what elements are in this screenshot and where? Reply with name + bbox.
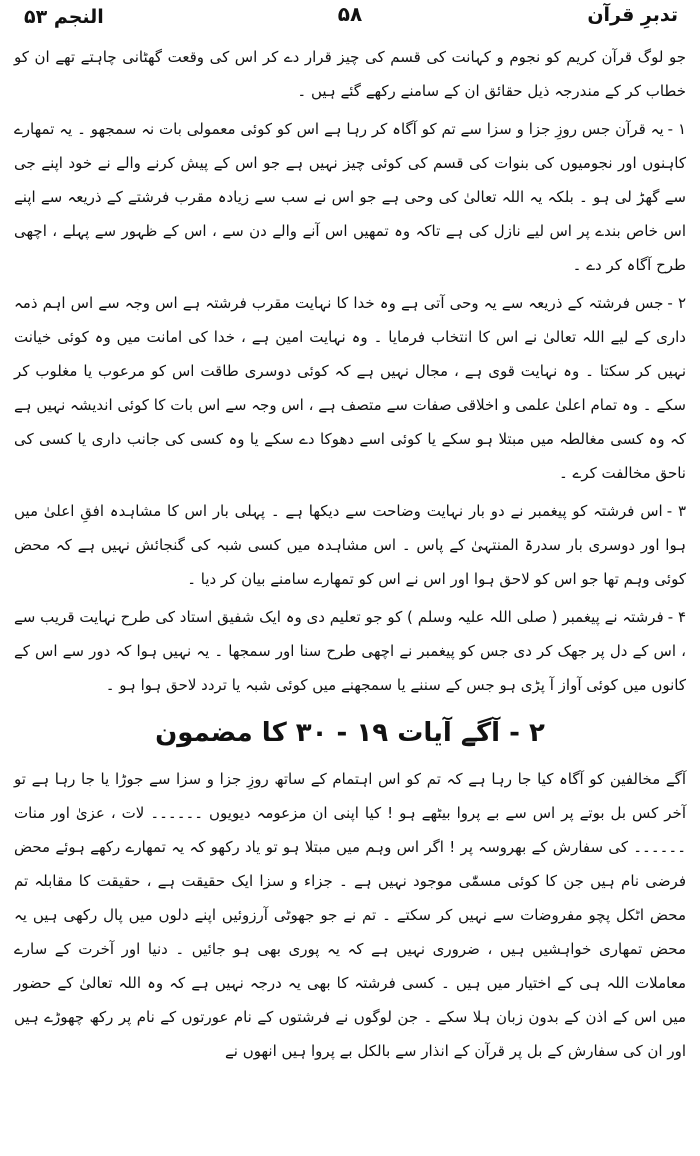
paragraph-text: فرشتہ نے پیغمبر ( صلی اللہ علیہ وسلم ) کو جو تعلیم دی وہ ایک شفیق استاد کی طرح نہایت قریب سے ، اس کے دل پر جھک کر دی جس کو پیغمبر نے اچھی طرح سنا اور سمجھا ۔ یہ نہیں ہوا کہ دور سے اس کے کانوں میں کوئی آواز آ پڑی ہو جس کے سننے یا سمجھنے میں کوئی شبہ یا تردد لاحق ہوا ہو ۔ — [14, 608, 686, 694]
paragraph — [14, 762, 686, 1068]
paragraph-number: ۱ - — [667, 120, 687, 138]
paragraph — [14, 40, 686, 108]
paragraph-number: ۴ - — [667, 608, 686, 626]
surah-label: النجم ۵۳ — [24, 6, 104, 28]
paragraph-text: اس فرشتہ کو پیغمبر نے دو بار نہایت وضاحت سے دیکھا ہے ۔ پہلی بار اس کا مشاہدہ افقِ اعلیٰ میں ہوا اور دوسری بار سدرۃ المنتہیٰ کے پاس ۔ اس مشاہدہ میں کسی شبہ کی گنجائش نہیں ہے کہ محض کوئی وہم تھا جو اس کو لاحق ہوا اور اس نے اس کو تمھارے سامنے بیان کر دیا ۔ — [14, 502, 686, 588]
paragraph — [14, 112, 686, 282]
paragraph-number: ۳ - — [666, 502, 686, 520]
book-title: تدبرِ قرآن — [587, 4, 678, 26]
paragraph-number: ۲ - — [667, 294, 686, 312]
paragraph-text: آگے مخالفین کو آگاہ کیا جا رہا ہے کہ تم کو اس اہتمام کے ساتھ روزِ جزا و سزا سے جوڑا یا جا رہا ہے تو آخر کس بل بوتے پر اس سے بے پروا بیٹھے ہو ! کیا اپنی ان مزعومہ دیویوں ۔۔۔۔۔۔ لات ، عزیٰ اور منات ۔۔۔۔۔۔ کی سفارش کے بھروسہ پر ! اگر اس وہم میں مبتلا ہو تو یاد رکھو کہ یہ تمھارے رکھے ہوئے محض فرضی نام ہیں جن کا کوئی مسمّٰی موجود نہیں ہے ۔ جزاء و سزا ایک حقیقت ہے ، حقیقت کا مقابلہ تم محض اٹکل پچو مفروضات سے نہیں کر سکتے ۔ تم نے جو جھوٹی آرزوئیں اپنے دلوں میں پال رکھی ہیں یہ محض تمھاری خواہشیں ہیں ، ضروری نہیں ہے کہ یہ پوری بھی ہو جائیں ۔ دنیا اور آخرت کے سارے معاملات اللہ ہی کے اختیار میں ہیں ۔ کسی فرشتہ کا بھی یہ درجہ نہیں ہے کہ وہ اللہ تعالیٰ کے حضور میں اس کے اذن کے بدون زبان ہلا سکے ۔ جن لوگوں نے فرشتوں کے نام عورتوں کے نام پر رکھ چھوڑے ہیں اور ان کی سفارش کے بل پر قرآن کے انذار سے بالکل بے پروا ہیں انھوں نے — [14, 770, 686, 1060]
paragraph-text: جو لوگ قرآن کریم کو نجوم و کہانت کی قسم کی چیز قرار دے کر اس کی وقعت گھٹانی چاہتے تھے ان کو خطاب کر کے مندرجہ ذیل حقائق ان کے سامنے رکھے گئے ہیں ۔ — [14, 48, 686, 100]
paragraph — [14, 600, 686, 702]
paragraph — [14, 494, 686, 596]
paragraph-text: جس فرشتہ کے ذریعہ سے یہ وحی آتی ہے وہ خدا کا نہایت مقرب فرشتہ ہے اس وجہ سے اس اہم ذمہ داری کے لیے اللہ تعالیٰ نے اس کا انتخاب فرمایا ۔ وہ نہایت امین ہے ، خدا کی امانت میں وہ کوئی خیانت نہیں کر سکتا ۔ وہ نہایت قوی ہے ، مجال نہیں ہے کہ کوئی دوسری طاقت اس کو مرعوب یا مغلوب کر سکے ۔ وہ تمام اعلیٰ علمی و اخلاقی صفات سے متصف ہے ، اس وجہ سے اس بات کا کوئی اندیشہ نہیں ہے کہ وہ کسی مغالطہ میں مبتلا ہو سکے یا کوئی اسے دھوکا دے سکے یا وہ کسی کی جانب داری یا کسی کی ناحق مخالفت کرے ۔ — [14, 294, 686, 482]
running-header — [14, 0, 686, 40]
paragraph-text: یہ قرآن جس روزِ جزا و سزا سے تم کو آگاہ کر رہا ہے اس کو کوئی معمولی بات نہ سمجھو ۔ یہ تمھارے کاہنوں اور نجومیوں کی بنوات کی قسم کی کوئی چیز نہیں ہے جو اس کے پیش کرنے والے نے خود اپنے جی سے گھڑ لی ہو ۔ بلکہ یہ اللہ تعالیٰ کی وحی ہے جو اس نے سب سے زیادہ مقرب فرشتے کے ذریعہ سے اپنے اس خاص بندے پر اس لیے نازل کی ہے تاکہ وہ تمھیں اس آنے والے دن سے ، اس کے ظہور سے پہلے ، اچھی طرح آگاہ کر دے ۔ — [14, 120, 686, 274]
page-number: ۵۸ — [337, 2, 363, 26]
body-text — [14, 40, 686, 1068]
paragraph — [14, 286, 686, 490]
section-heading: ۲ - آگے آیات ۱۹ - ۳۰ کا مضمون — [155, 718, 545, 748]
